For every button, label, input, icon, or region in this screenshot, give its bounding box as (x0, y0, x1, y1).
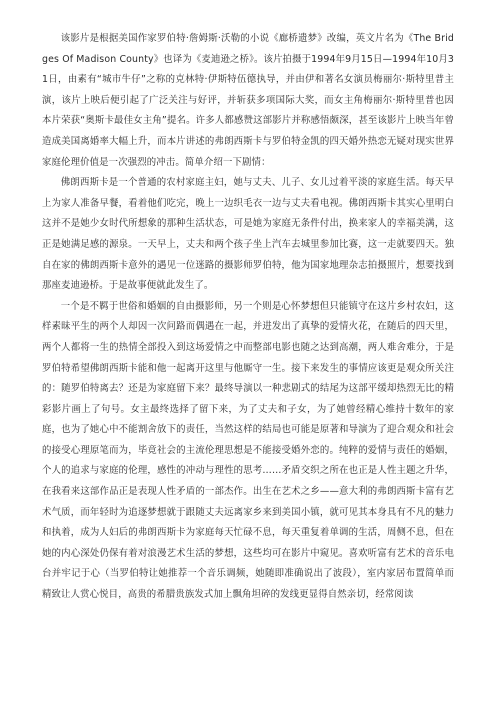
paragraph-intro: 该影片是根据美国作家罗伯特·詹姆斯·沃勒的小说《廊桥遗梦》改编，英文片名为《The Bridges Of Madison County》也译为《麦迪逊之桥》。该片拍摄于1994年9月15日—1994年10月31日，由素有“城市牛仔”之称的克林特·伊斯特伍德执导，并由伊和著名女演员梅丽尔·斯特里普主演，该片上映后便引起了广泛关注与好评，并斩获多项国际大奖，而女主角梅丽尔·斯特里普也因本片荣获“奥斯卡最佳女主角”提名。许多人都感赞这部影片并称感悟颇深，甚至该影片上映当年曾造成美国离婚率大幅上升，而本片讲述的弗朗西斯卡与罗伯特金凯的四天婚外热恋无疑对现实世界家庭伦理价值是一次强烈的冲击。简单介绍一下剧情： (42, 33, 454, 168)
paragraph-plot: 佛朗西斯卡是一个普通的农村家庭主妇，她与丈夫、儿子、女儿过着平淡的家庭生活。每天早上为家人准备早餐，看着他们吃完，晚上一边织毛衣一边与丈夫看电视。佛朗西斯卡其实心里明白这并不是她少女时代所想象的那种生活状态，可是她为家庭无条件付出，换来家人的幸福美满，这正是她满足感的源泉。一天早上，丈夫和两个孩子坐上汽车去城里参加比赛，这一走就要四天。独自在家的佛朗西斯卡意外的遇见一位迷路的摄影师罗伯特，他为国家地理杂志拍摄照片，想要找到那座麦迪逊桥。于是故事便就此发生了。 (42, 177, 454, 292)
paragraph-analysis: 一个是不羁于世俗和婚姻的自由摄影师，另一个则是心怀梦想但只能镇守在这片乡村农妇，这样素昧平生的两个人却因一次问路而偶遇在一起，并进发出了真挚的爱情火花，在随后的四天里，两个人都将一生的热情全部投入到这场爱情之中而整部电影也随之达到高潮，两人难舍难分，于是罗伯特希望佛朗西斯卡能和他一起离开这里与他厮守一生。接下来发生的事情应该更是观众所关注的：随罗伯特离去？还是为家庭留下来？最终导演以一种悲剧式的结尾为这部平缓却热烈无比的精彩影片画上了句号。女主最终选择了留下来，为了丈夫和子女，为了她曾经精心维持十数年的家庭，也为了她心中不能割舍放下的责任，当然这样的结局也可能是原著和导演为了迎合观众和社会的接受心理原笔而为，毕竟社会的主流伦理思想是不能接受婚外恋的。纯粹的爱情与责任的婚姻，个人的追求与家庭的伦理，感性的冲动与理性的思考……矛盾交织之所在也正是人性主题之升华，在我看来这部作品正是表现人性矛盾的一部杰作。出生在艺术之乡——意大利的弗朗西斯卡富有艺术气质，而年轻时为追逐梦想就于跟随丈夫远离家乡来到美国小镇，就可见其本身具有不凡的魅力和执着，成为人妇后的弗朗西斯卡为家庭每天忙碌不息，每天重复着单调的生活，周侧不息，但在她的内心深处仍保有着对浪漫艺术生活的梦想，这些均可在影片中窥见。喜欢听富有艺术的音乐电台并牢记于心（当罗伯特让她推荐一个音乐调频，她随即准确说出了波段），室内家居布置简单而精致让人赏心悦目，高贵的希腊贵族发式加上飘角坦碎的发线更显得自然亲切，经常阅读 (42, 300, 454, 601)
